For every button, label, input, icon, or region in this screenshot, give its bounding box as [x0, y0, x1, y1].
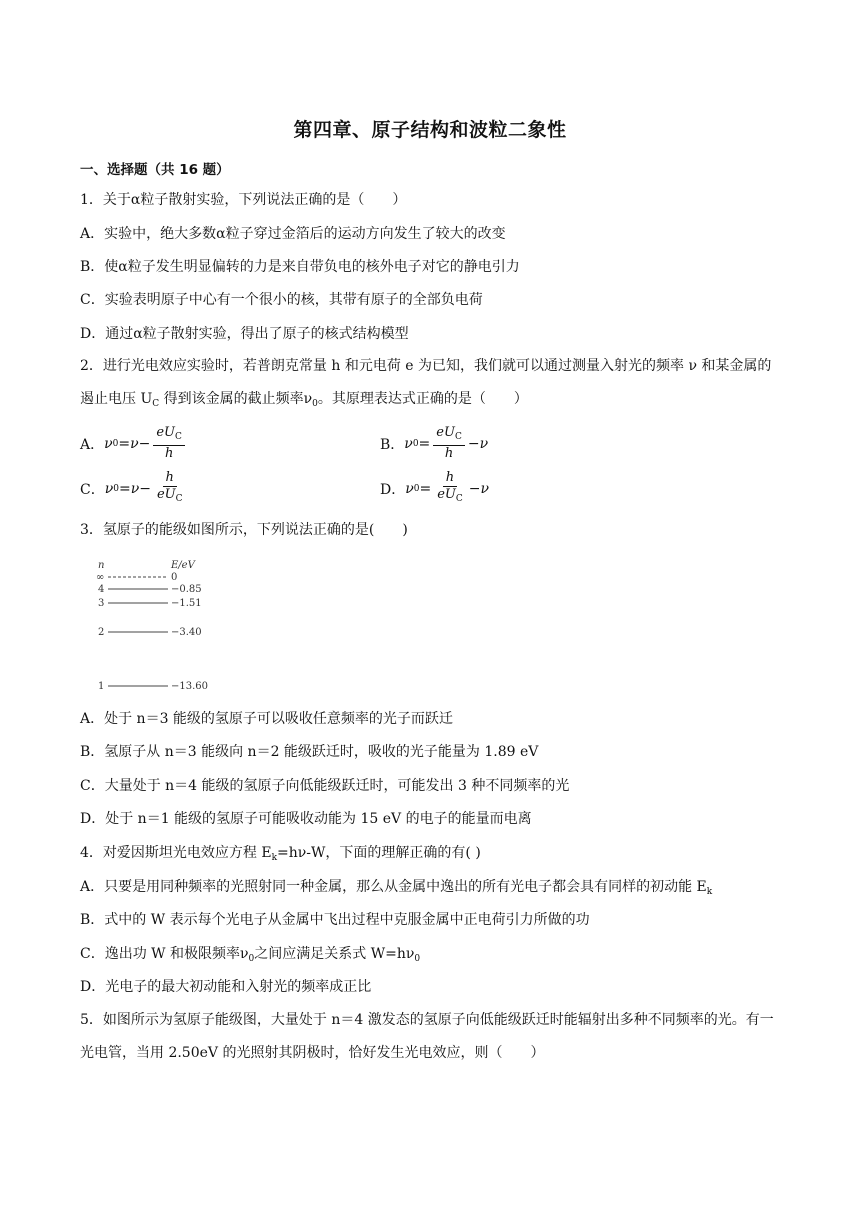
q2-option-b: B． ν 0 = $\frac{eU_C}{h}$ − ν: [380, 425, 489, 461]
level-4-e: −0.85: [171, 584, 202, 595]
level-inf-e: 0: [171, 572, 178, 583]
section-heading: 一、选择题（共 16 题）: [80, 162, 230, 178]
level-1-n: 1: [98, 681, 105, 692]
q1-option-b: B．使α粒子发生明显偏转的力是来自带负电的核外电子对它的静电引力: [80, 259, 520, 275]
q2-stem: 2．进行光电效应实验时，若普朗克常量 h 和元电荷 e 为已知，我们就可以通过测量入射光的频率 ν 和某金属的遏止电压 $U_C$ 得到该金属的截止频率$\nu_0$。其原理表达式正确的是（ ）: [80, 358, 772, 409]
q2-option-a: A． ν 0 = ν − $\frac{eU_C}{h}$: [80, 425, 188, 462]
q3-option-a: A．处于 n＝3 能级的氢原子可以吸收任意频率的光子而跃迁: [80, 711, 453, 727]
q5-stem: 5．如图所示为氢原子能级图，大量处于 n＝4 激发态的氢原子向低能级跃迁时能辐射出多种不同频率的光。有一光电管，当用 2.50eV 的光照射其阴极时，恰好发生光电效应，则（ ）: [80, 1012, 774, 1061]
q4-option-a: A．只要是用同种频率的光照射同一种金属，那么从金属中逸出的所有光电子都会具有同样的初动能 $E_k$: [80, 879, 713, 897]
q2-option-c: C． ν 0 = ν − $\frac{h}{eU_C}$: [80, 470, 189, 507]
level-2-n: 2: [98, 627, 105, 638]
q3-option-c: C．大量处于 n＝4 能级的氢原子向低能级跃迁时，可能发出 3 种不同频率的光: [80, 778, 570, 794]
q4-option-c: C．逸出功 W 和极限频率$\nu_0$之间应满足关系式 $W=h\nu_0$: [80, 946, 421, 964]
fraction: $\frac{eU_C}{h}$: [153, 425, 185, 462]
q1-option-c: C．实验表明原子中心有一个很小的核，其带有原子的全部负电荷: [80, 292, 483, 308]
level-2-e: −3.40: [171, 627, 202, 638]
fraction: $\frac{h}{eU_C}$: [437, 470, 463, 504]
level-4-n: 4: [98, 584, 105, 595]
page-title: 第四章、原子结构和波粒二象性: [293, 119, 567, 141]
fraction: $\frac{eU_C}{h}$: [433, 425, 465, 462]
q3-option-b: B．氢原子从 n＝3 能级向 n＝2 能级跃迁时，吸收的光子能量为 1.89 eV: [80, 744, 539, 760]
q2-option-d: D． ν 0 = $\frac{h}{eU_C}$ − ν: [380, 470, 489, 507]
q1-stem: 1．关于α粒子散射实验，下列说法正确的是（ ）: [80, 192, 407, 208]
q1-option-d: D．通过α粒子散射实验，得出了原子的核式结构模型: [80, 326, 409, 342]
fraction: $\frac{h}{eU_C}$: [156, 470, 183, 504]
q1-option-a: A．实验中，绝大多数α粒子穿过金箔后的运动方向发生了较大的改变: [80, 226, 506, 242]
q4-option-b: B．式中的 W 表示每个光电子从金属中飞出过程中克服金属中正电荷引力所做的功: [80, 912, 590, 928]
level-inf-n: ∞: [96, 572, 105, 583]
q3-option-d: D．处于 n＝1 能级的氢原子可能吸收动能为 15 eV 的电子的能量而电离: [80, 811, 532, 827]
q4-option-d: D．光电子的最大初动能和入射光的频率成正比: [80, 979, 372, 995]
level-3-n: 3: [98, 598, 105, 609]
diagram-n-header: n: [98, 560, 105, 571]
diagram-e-header: E/eV: [171, 560, 195, 571]
level-3-e: −1.51: [171, 598, 202, 609]
level-1-e: −13.60: [171, 681, 209, 692]
q4-stem: 4．对爱因斯坦光电效应方程 $E_k=h\nu-W$，下面的理解正确的有( ): [80, 845, 481, 863]
energy-level-diagram: [88, 556, 228, 696]
q3-stem: 3．氢原子的能级如图所示，下列说法正确的是( ): [80, 522, 408, 538]
